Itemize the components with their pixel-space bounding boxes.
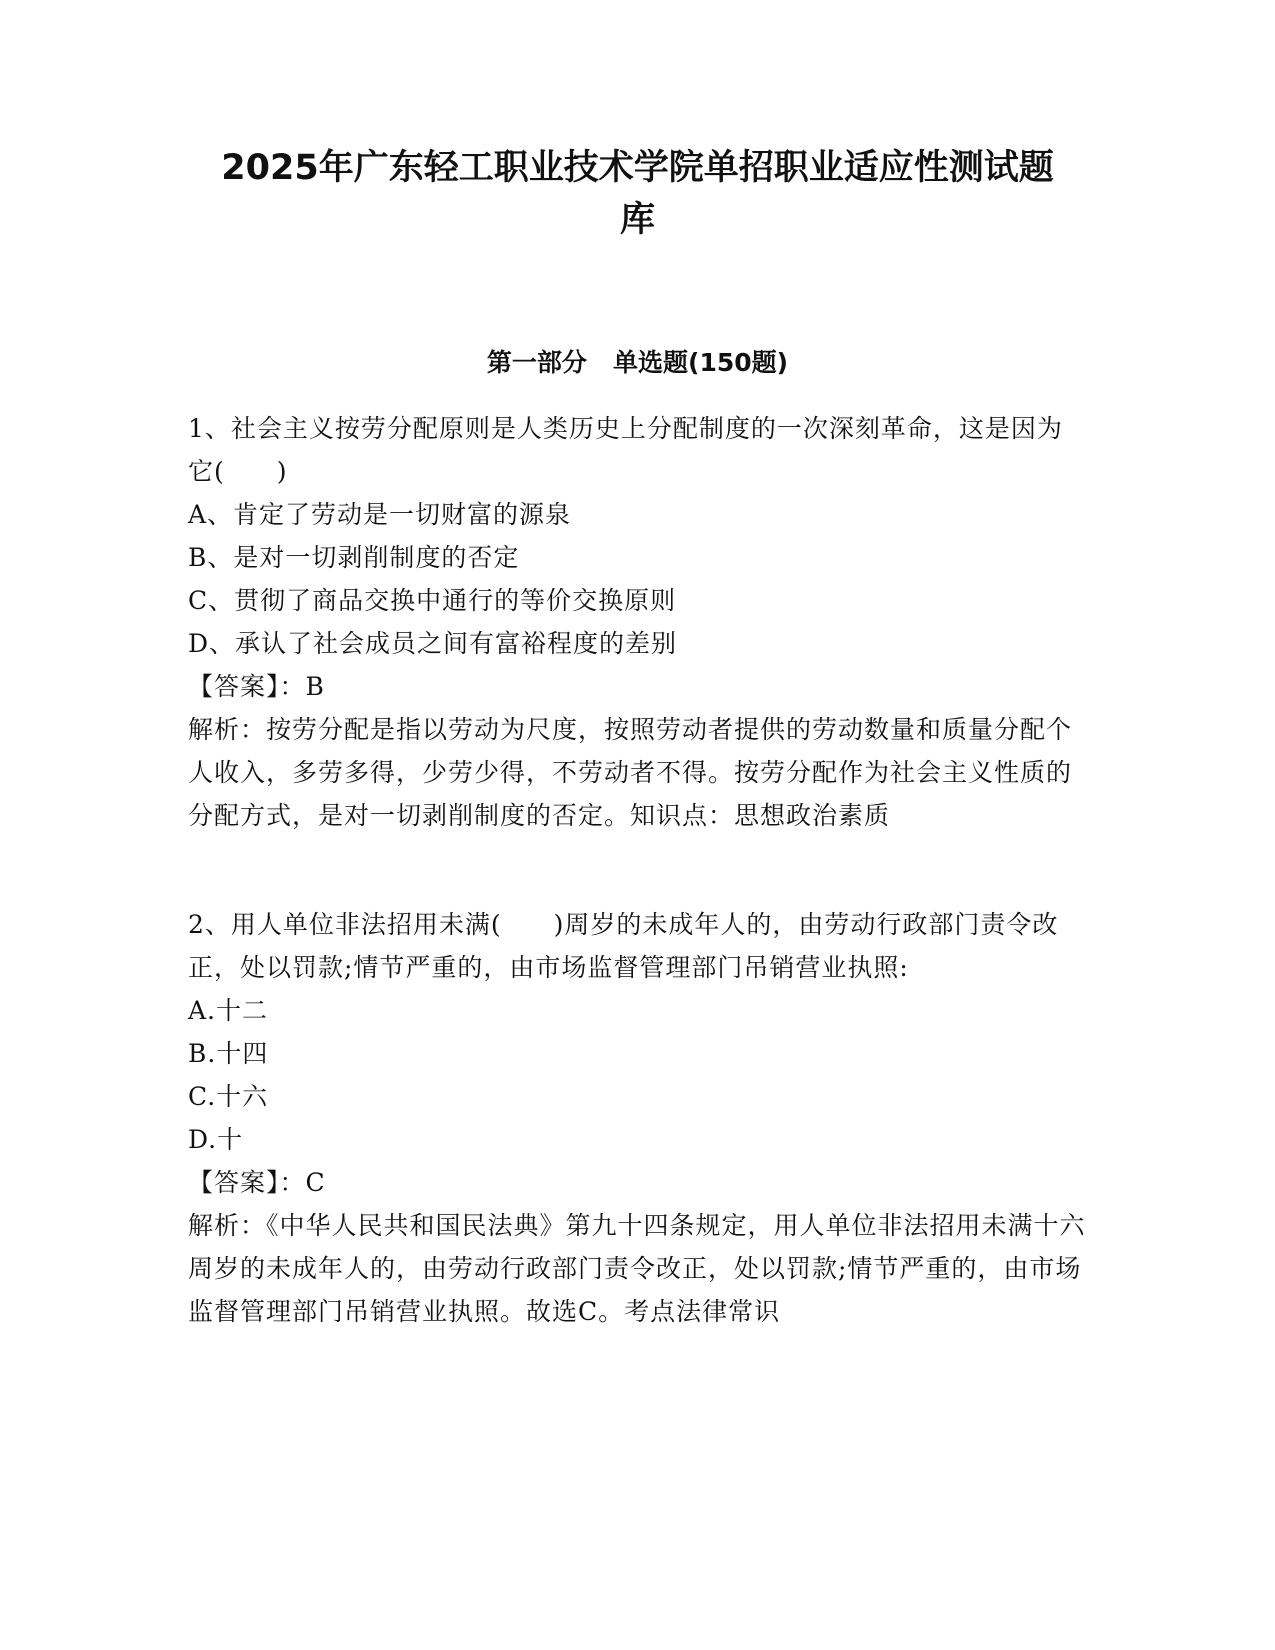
- explanation: 解析：按劳分配是指以劳动为尺度，按照劳动者提供的劳动数量和质量分配个人收入，多劳多得，少劳少得，不劳动者不得。按劳分配作为社会主义性质的分配方式，是对一切剥削制度的否定。知识点：思想政治素质: [188, 715, 1073, 830]
- section-heading: 第一部分 单选题(150题): [486, 348, 789, 377]
- option-a: A、肯定了劳动是一切财富的源泉: [188, 500, 572, 529]
- option-d: D.十: [188, 1125, 244, 1154]
- answer-line: 【答案】：C: [188, 1168, 326, 1197]
- answer-line: 【答案】：B: [188, 672, 325, 701]
- document-title: [150, 142, 1125, 246]
- option-b: B.十四: [188, 1039, 269, 1068]
- option-a: A.十二: [188, 996, 269, 1025]
- question-2: [188, 903, 1088, 1333]
- question-1: [188, 407, 1088, 837]
- option-d: D、承认了社会成员之间有富裕程度的差别: [188, 629, 678, 658]
- question-stem: 1、社会主义按劳分配原则是人类历史上分配制度的一次深刻革命，这是因为它( ): [188, 414, 1063, 486]
- explanation: 解析：《中华人民共和国民法典》第九十四条规定，用人单位非法招用未满十六周岁的未成年人的，由劳动行政部门责令改正，处以罚款;情节严重的，由市场监督管理部门吊销营业执照。故选C。考点法律常识: [188, 1211, 1086, 1326]
- document-title-line-2: 库: [619, 200, 655, 240]
- option-c: C.十六: [188, 1082, 269, 1111]
- option-b: B、是对一切剥削制度的否定: [188, 543, 520, 572]
- question-stem: 2、用人单位非法招用未满( )周岁的未成年人的，由劳动行政部门责令改正，处以罚款;情节严重的，由市场监督管理部门吊销营业执照:: [188, 910, 1059, 982]
- option-c: C、贯彻了商品交换中通行的等价交换原则: [188, 586, 677, 615]
- document-title-line-1: 2025年广东轻工职业技术学院单招职业适应性测试题: [221, 148, 1054, 188]
